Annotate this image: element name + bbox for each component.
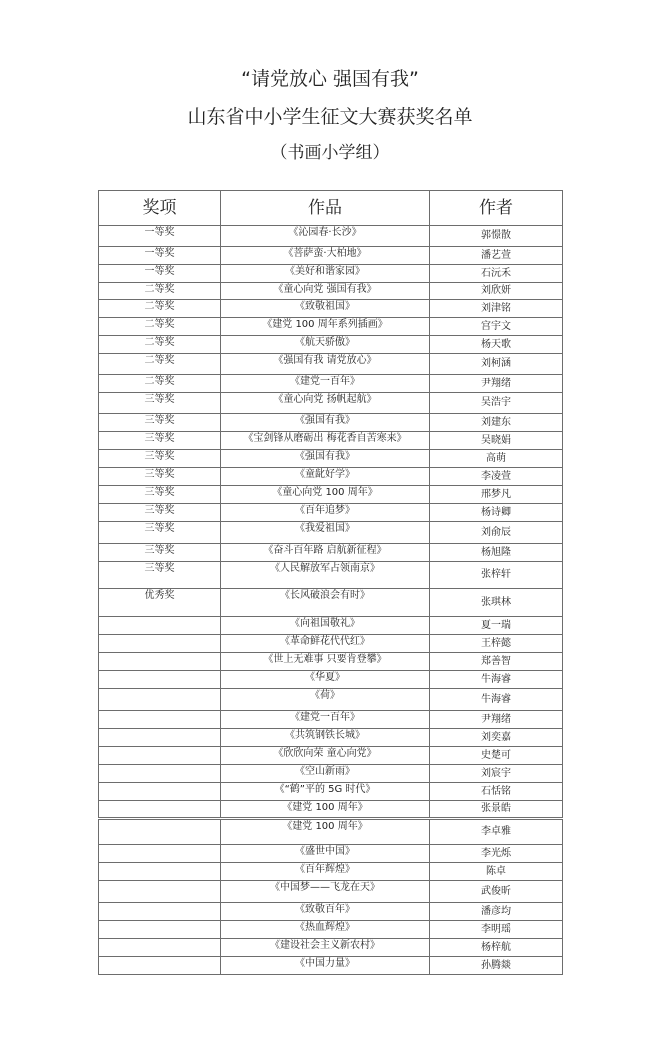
author-cell: 牛海睿 [430,671,563,689]
author-cell: 刘宸宇 [430,765,563,783]
work-cell: 《童心向党 强国有我》 [221,283,430,300]
award-cell: 三等奖 [99,504,221,522]
award-cell [99,617,221,635]
author-cell: 孙腾燚 [430,957,563,975]
column-header-work: 作品 [221,191,430,226]
award-cell [99,903,221,921]
author-cell: 吴晓娟 [430,432,563,450]
author-cell: 刘奕嘉 [430,729,563,747]
award-cell: 二等奖 [99,283,221,300]
author-cell: 宫宇文 [430,318,563,336]
work-cell: 《建党 100 周年系列插画》 [221,318,430,336]
work-cell: 《世上无难事 只要肯登攀》 [221,653,430,671]
award-cell: 二等奖 [99,336,221,354]
award-cell [99,957,221,975]
table-row [99,711,563,729]
table-row [99,689,563,711]
work-cell: 《空山新雨》 [221,765,430,783]
table-row [99,468,563,486]
table-row [99,375,563,393]
award-cell: 三等奖 [99,468,221,486]
table-row [99,921,563,939]
column-header-author: 作者 [430,191,563,226]
table-row [99,881,563,903]
award-cell: 三等奖 [99,486,221,504]
work-cell: 《建党一百年》 [221,375,430,393]
award-cell: 二等奖 [99,354,221,375]
table-row [99,414,563,432]
award-cell: 一等奖 [99,247,221,265]
award-cell [99,653,221,671]
table-row [99,265,563,283]
table-row [99,283,563,300]
work-cell: 《中国力量》 [221,957,430,975]
award-cell: 三等奖 [99,393,221,414]
table-row [99,432,563,450]
author-cell: 刘津铭 [430,300,563,318]
work-cell: 《建党一百年》 [221,711,430,729]
work-cell: 《欣欣向荣 童心向党》 [221,747,430,765]
award-cell: 一等奖 [99,265,221,283]
award-cell [99,765,221,783]
table-row [99,544,563,562]
author-cell: 牛海睿 [430,689,563,711]
table-row [99,903,563,921]
award-cell: 三等奖 [99,450,221,468]
author-cell: 李光烁 [430,845,563,863]
document-subtitle: （书画小学组） [270,143,390,163]
table-row [99,783,563,801]
author-cell: 高萌 [430,450,563,468]
author-cell: 张景皓 [430,801,563,819]
author-cell: 郑善智 [430,653,563,671]
author-cell: 李明瑶 [430,921,563,939]
award-cell [99,845,221,863]
author-cell: 夏一瑞 [430,617,563,635]
column-header-award: 奖项 [99,191,221,226]
award-cell: 三等奖 [99,432,221,450]
work-cell: 《童心向党 100 周年》 [221,486,430,504]
author-cell: 杨天歌 [430,336,563,354]
work-cell: 《我爱祖国》 [221,522,430,544]
table-body [99,226,563,975]
award-cell: 优秀奖 [99,589,221,617]
table-row [99,729,563,747]
table-row [99,801,563,819]
document-title: 山东省中小学生征文大赛获奖名单 [187,106,473,128]
table-row [99,450,563,468]
award-cell [99,729,221,747]
table-row [99,819,563,845]
table-row [99,562,563,589]
award-cell [99,747,221,765]
author-cell: 刘俞辰 [430,522,563,544]
award-cell [99,863,221,881]
author-cell: 刘建东 [430,414,563,432]
work-cell: 《童龀好学》 [221,468,430,486]
author-cell: 石恬铭 [430,783,563,801]
award-cell [99,819,221,845]
author-cell: 杨旭隆 [430,544,563,562]
table-row [99,393,563,414]
table-row [99,226,563,247]
work-cell: 《强国有我 请党放心》 [221,354,430,375]
table-row [99,863,563,881]
author-cell: 杨诗卿 [430,504,563,522]
author-cell: 王梓懿 [430,635,563,653]
author-cell: 刘欣妍 [430,283,563,300]
author-cell: 史楚可 [430,747,563,765]
award-cell: 二等奖 [99,318,221,336]
author-cell: 张梓轩 [430,562,563,589]
work-cell: 《共筑钢铁长城》 [221,729,430,747]
award-cell [99,711,221,729]
award-cell: 三等奖 [99,562,221,589]
work-cell: 《向祖国敬礼》 [221,617,430,635]
work-cell: 《航天骄傲》 [221,336,430,354]
author-cell: 郭憬散 [430,226,563,247]
award-cell [99,635,221,653]
table-row [99,300,563,318]
work-cell: 《沁园春·长沙》 [221,226,430,247]
author-cell: 潘艺萱 [430,247,563,265]
table-row [99,336,563,354]
author-cell: 邢梦凡 [430,486,563,504]
table-row [99,747,563,765]
award-cell: 三等奖 [99,414,221,432]
table-row [99,354,563,375]
work-cell: 《革命鲜花代代红》 [221,635,430,653]
award-cell [99,689,221,711]
award-cell [99,671,221,689]
table-row [99,845,563,863]
table-header-row [99,191,563,226]
work-cell: 《建党 100 周年》 [221,819,430,845]
work-cell: 《华夏》 [221,671,430,689]
author-cell: 尹翔绪 [430,711,563,729]
work-cell: 《荷》 [221,689,430,711]
table-row [99,504,563,522]
table-row [99,318,563,336]
table-row [99,617,563,635]
author-cell: 李卓雅 [430,819,563,845]
table-row [99,486,563,504]
author-cell: 张琪林 [430,589,563,617]
work-cell: 《强国有我》 [221,450,430,468]
author-cell: 潘彦均 [430,903,563,921]
award-cell: 二等奖 [99,375,221,393]
table-row [99,522,563,544]
work-cell: 《强国有我》 [221,414,430,432]
work-cell: 《盛世中国》 [221,845,430,863]
award-cell [99,801,221,819]
award-cell: 三等奖 [99,544,221,562]
work-cell: 《美好和谐家园》 [221,265,430,283]
work-cell: 《致敬祖国》 [221,300,430,318]
author-cell: 石沅禾 [430,265,563,283]
table-row [99,653,563,671]
table-row [99,765,563,783]
work-cell: 《建设社会主义新农村》 [221,939,430,957]
award-table [98,190,563,975]
table-row [99,939,563,957]
award-cell [99,939,221,957]
author-cell: 李凌萱 [430,468,563,486]
work-cell: 《“鹤”平的 5G 时代》 [221,783,430,801]
work-cell: 《百年辉煌》 [221,863,430,881]
work-cell: 《长风破浪会有时》 [221,589,430,617]
award-cell [99,881,221,903]
award-cell [99,921,221,939]
work-cell: 《奋斗百年路 启航新征程》 [221,544,430,562]
author-cell: 吴浩宇 [430,393,563,414]
work-cell: 《建党 100 周年》 [221,801,430,819]
table-row [99,247,563,265]
work-cell: 《致敬百年》 [221,903,430,921]
table-row [99,957,563,975]
work-cell: 《热血辉煌》 [221,921,430,939]
author-cell: 刘柯涵 [430,354,563,375]
work-cell: 《人民解放军占领南京》 [221,562,430,589]
award-cell [99,783,221,801]
author-cell: 杨梓航 [430,939,563,957]
work-cell: 《童心向党 扬帆起航》 [221,393,430,414]
work-cell: 《宝剑锋从磨砺出 梅花香自苦寒来》 [221,432,430,450]
table-row [99,635,563,653]
author-cell: 武俊昕 [430,881,563,903]
author-cell: 尹翔绪 [430,375,563,393]
award-cell: 一等奖 [99,226,221,247]
award-cell: 三等奖 [99,522,221,544]
table-row [99,671,563,689]
document-title-slogan: “请党放心 强国有我” [241,68,419,90]
table-row [99,589,563,617]
work-cell: 《中国梦——飞龙在天》 [221,881,430,903]
work-cell: 《菩萨蛮·大柏地》 [221,247,430,265]
award-cell: 二等奖 [99,300,221,318]
work-cell: 《百年追梦》 [221,504,430,522]
author-cell: 陈卓 [430,863,563,881]
